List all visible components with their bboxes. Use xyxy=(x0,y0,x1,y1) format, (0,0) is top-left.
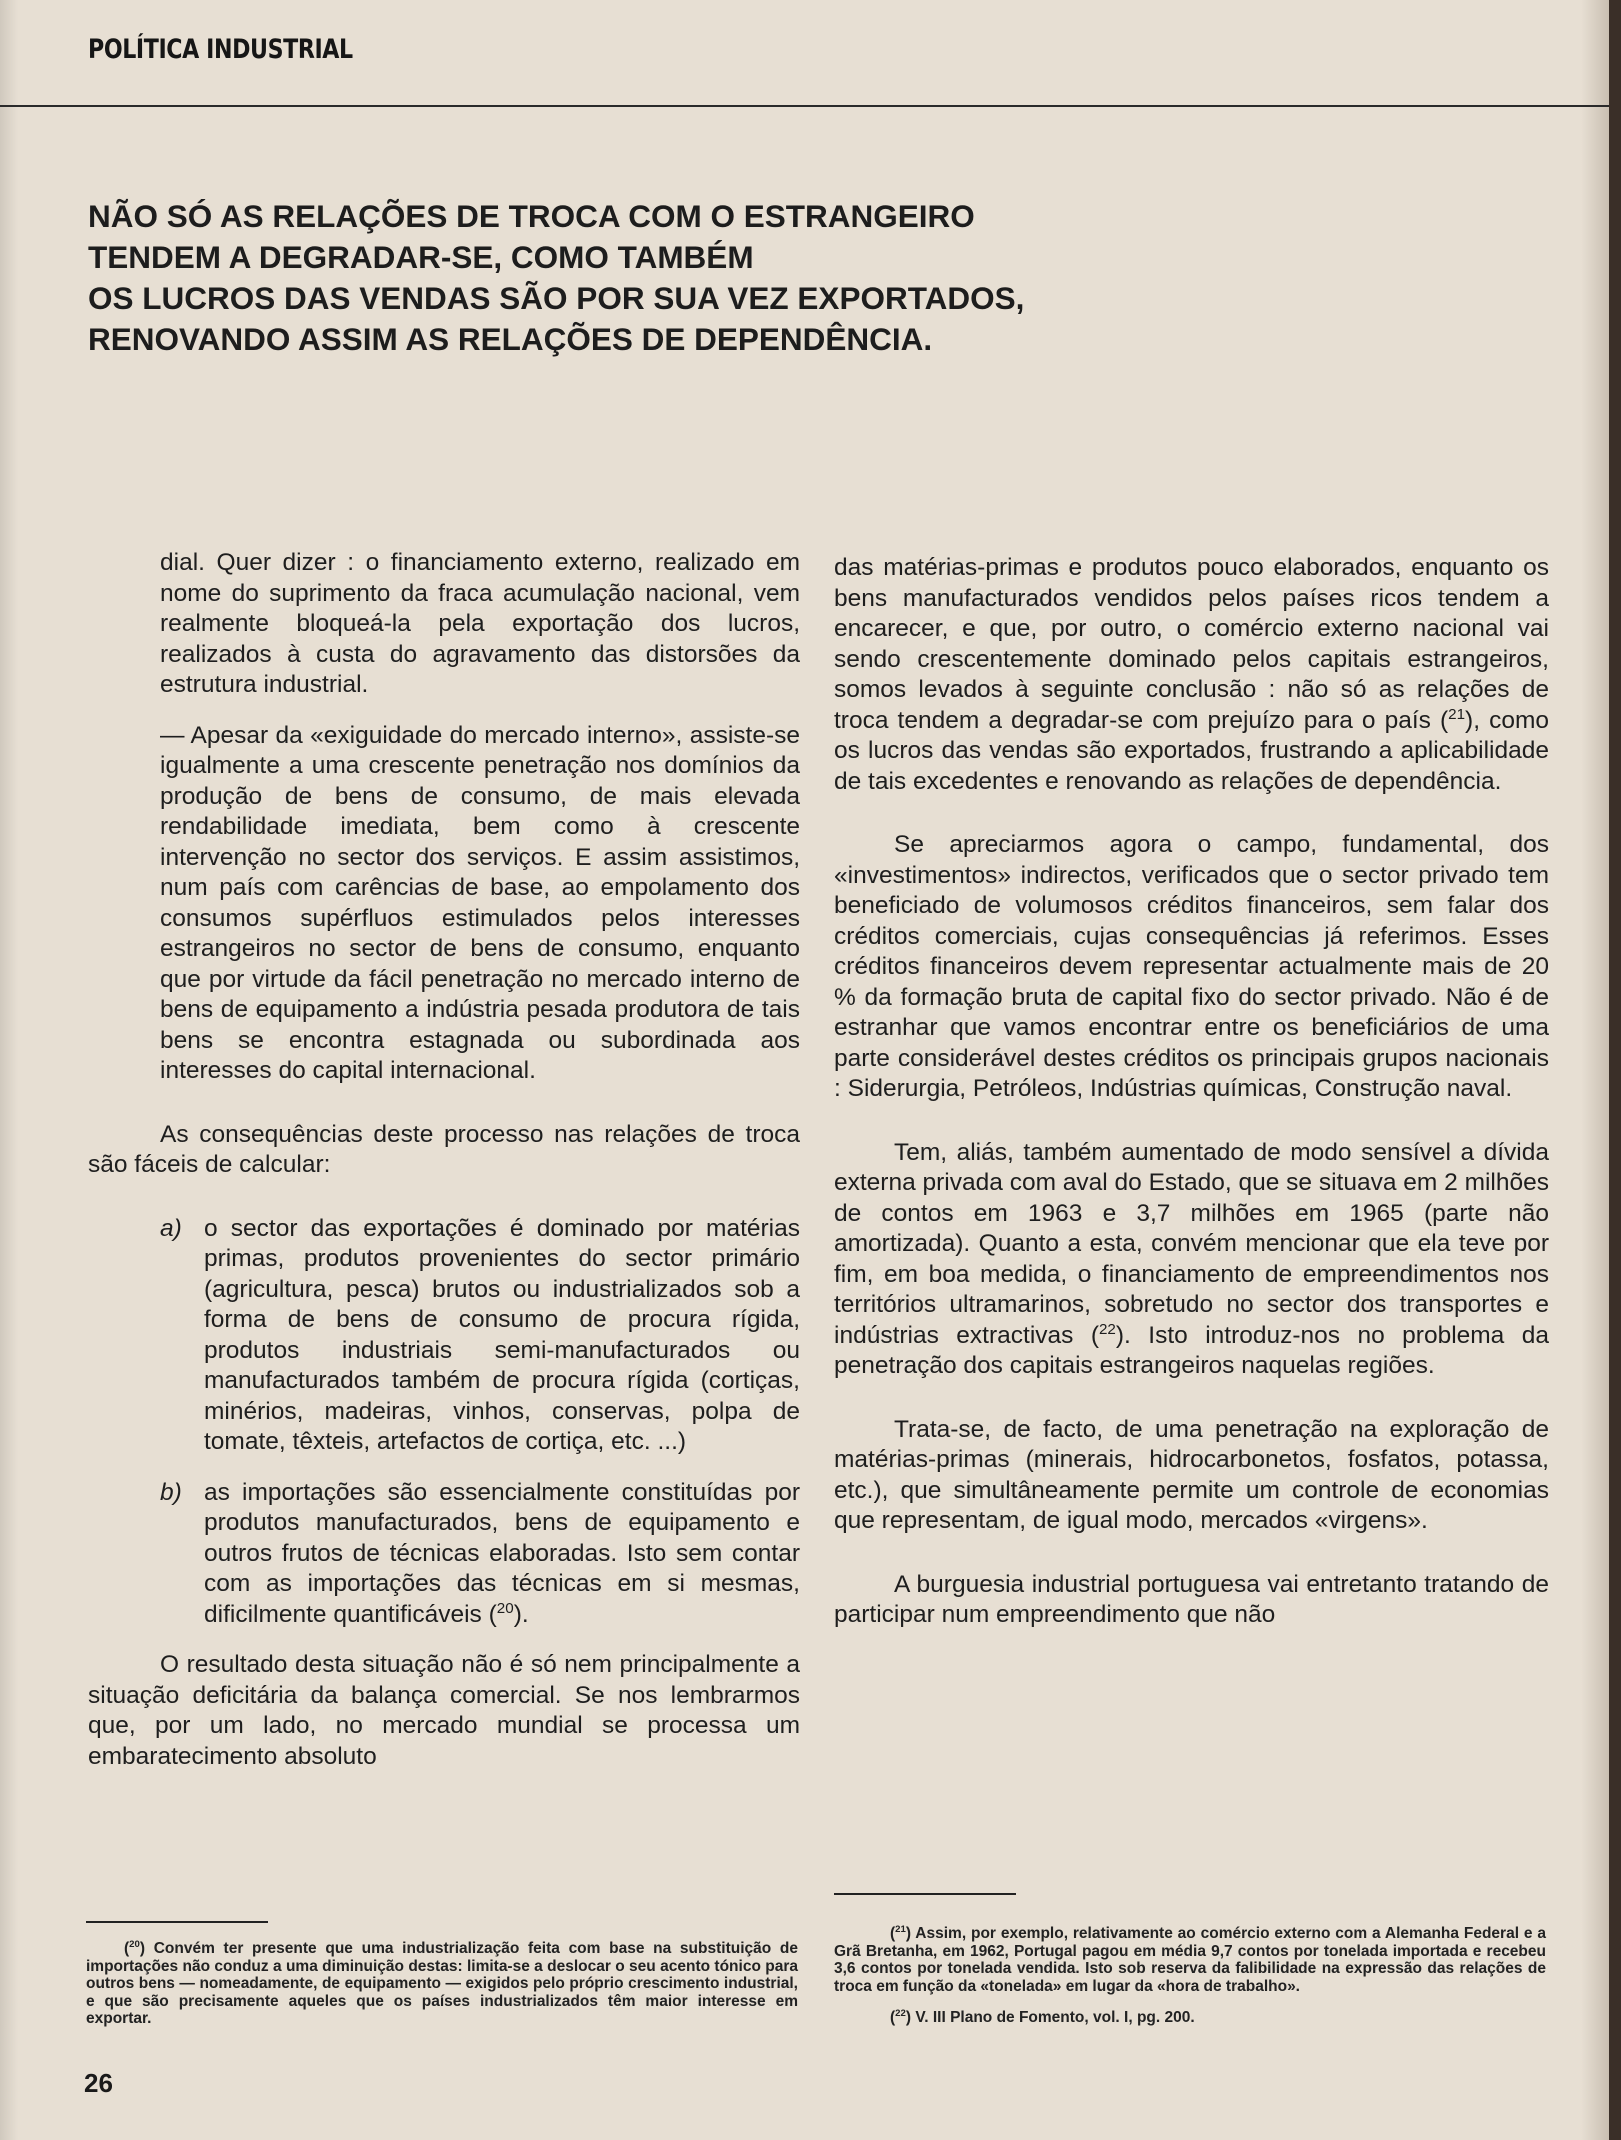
paragraph xyxy=(834,1138,1549,1382)
list-marker: a) xyxy=(160,1214,182,1242)
footnote-20: ($^{20}$) Convém ter presente que uma industrialização feita com base na substituição de importações não conduz a uma diminuição destas: limita-se a deslocar o seu acento tónico para outros bens — nomeadamente, de equipamento — exigidos pelo próprio crescimento industrial, e que são precisamente aqueles que os países industrializados têm maior interesse em exportar. xyxy=(86,1938,798,2027)
footnote-number: 22 xyxy=(895,2007,906,2019)
list-item-text xyxy=(204,1478,800,1631)
headline-line: NÃO SÓ AS RELAÇÕES DE TROCA COM O ESTRANGEIRO xyxy=(88,198,975,234)
footnote-reference: 22 xyxy=(1098,1320,1116,1338)
paragraph: dial. Quer dizer : o financiamento externo, realizado em nome do suprimento da fraca acumulação nacional, vem realmente bloqueá-la pela exportação dos lucros, realizados à custa do agravamento das distorsões da estrutura industrial. xyxy=(160,549,800,698)
paragraph: As consequências deste processo nas relações de troca são fáceis de calcular: xyxy=(88,1120,800,1178)
list-item xyxy=(160,1478,800,1631)
list-marker: b) xyxy=(160,1478,182,1506)
right-column xyxy=(834,553,1549,1631)
paragraph: Se apreciarmos agora o campo, fundamental, dos «investimentos» indirectos, verificados que o sector privado tem beneficiado de volumosos créditos financeiros, sem falar dos créditos comerciais, cujas consequências já referimos. Esses créditos financeiros devem representar actualmente mais de 20 % da formação bruta de capital fixo do sector privado. Não é de estranhar que vamos encontrar entre os beneficiários de uma parte considerável destes créditos os principais grupos nacionais : Siderurgia, Petróleos, Indústrias químicas, Construção naval. xyxy=(834,831,1549,1102)
footnote-rule xyxy=(86,1921,268,1923)
paragraph: O resultado desta situação não é só nem principalmente a situação deficitária da balança comercial. Se nos lembrarmos que, por um lado, no mercado mundial se processa um embaratecimento absoluto xyxy=(88,1651,800,1770)
page-edge-shadow xyxy=(1609,0,1621,2140)
paragraph-text: ). Isto introduz-nos no problema da penetração dos capitais estrangeiros naquelas regiões. xyxy=(834,1321,1549,1379)
paragraph: Trata-se, de facto, de uma penetração na exploração de matérias-primas (minerais, hidrocarbonetos, fosfatos, potassa, etc.), que simultâneamente permite um controle de economias que representam, de igual modo, mercados «virgens». xyxy=(834,1415,1549,1534)
footnote-22: ($^{22}$) V. III Plano de Fomento, vol. I, pg. 200. xyxy=(890,2007,1195,2026)
list-item xyxy=(160,1214,800,1458)
paragraph-text: das matérias-primas e produtos pouco elaborados, enquanto os bens manufacturados vendidos pelos países ricos tendem a encarecer, e que, por outro, o comércio externo nacional vai sendo crescentemente dominado pelos capitais estrangeiros, somos levados à seguinte conclusão : não só as relações de troca tendem a degradar-se com prejuízo para o país ( xyxy=(834,554,1549,734)
list-item-text-end: ). xyxy=(513,1600,529,1628)
footnote-21: ($^{21}$) Assim, por exemplo, relativamente ao comércio externo com a Alemanha Federal e a Grã Bretanha, em 1962, Portugal pagou em média 9,7 contos por tonelada importada e recebeu 3,6 contos por tonelada vendida. Isto sob reserva da falibilidade na expressão das relações de troca em função da «tonelada» em lugar da «hora de trabalho». xyxy=(834,1923,1546,1995)
footnote-number: 21 xyxy=(895,1923,906,1935)
paragraph: A burguesia industrial portuguesa vai entretanto tratando de participar num empreendimento que não xyxy=(834,1570,1549,1628)
header-rule xyxy=(0,105,1609,107)
footnote-text: Convém ter presente que uma industrialização feita com base na substituição de importações não conduz a uma diminuição destas: limita-se a deslocar o seu acento tónico para outros bens — nomeadamente, de equipamento — exigidos pelo próprio crescimento industrial, e que são precisamente aqueles que os países industrializados têm maior interesse em exportar. xyxy=(86,1940,798,2027)
list-item-text-start: as importações são essencialmente constituídas por produtos manufacturados, bens de equipamento e outros frutos de técnicas elaboradas. Isto sem contar com as importações das técnicas em si mesmas, dificilmente quantificáveis ( xyxy=(204,1478,800,1628)
section-label: POLÍTICA INDUSTRIAL xyxy=(88,34,353,65)
footnotes-right xyxy=(834,1925,1546,2027)
footnote-reference: 21 xyxy=(1448,705,1466,723)
headline-line: TENDEM A DEGRADAR-SE, COMO TAMBÉM xyxy=(88,239,754,275)
paragraph xyxy=(834,553,1549,797)
headline-line: RENOVANDO ASSIM AS RELAÇÕES DE DEPENDÊNCIA. xyxy=(88,321,933,357)
footnote-text: V. III Plano de Fomento, vol. I, pg. 200. xyxy=(915,2009,1195,2026)
footnote-text: Assim, por exemplo, relativamente ao comércio externo com a Alemanha Federal e a Grã Bretanha, em 1962, Portugal pagou em média 9,7 contos por tonelada importada e recebeu 3,6 contos por tonelada vendida. Isto sob reserva da falibilidade na expressão das relações de troca em função da «tonelada» em lugar da «hora de trabalho». xyxy=(834,1925,1546,1995)
footnotes-left xyxy=(86,1940,798,2028)
footnote-rule xyxy=(834,1893,1016,1895)
footnote-reference: 20 xyxy=(496,1599,514,1617)
paragraph: — Apesar da «exiguidade do mercado interno», assiste-se igualmente a uma crescente penetração nos domínios da produção de bens de consumo, de mais elevada rendabilidade imediata, bem como à crescente intervenção no sector dos serviços. E assim assistimos, num país com carências de base, ao empolamento dos consumos supérfluos estimulados pelos interesses estrangeiros no sector de bens de consumo, enquanto que por virtude da fácil penetração no mercado interno de bens de equipamento a indústria pesada produtora de tais bens se encontra estagnada ou subordinada aos interesses do capital internacional. xyxy=(160,721,800,1084)
left-column xyxy=(88,548,800,1772)
paragraph-text: Tem, aliás, também aumentado de modo sensível a dívida externa privada com aval do Estado, que se situava em 2 milhões de contos em 1963 e 3,7 milhões em 1965 (parte não amortizada). Quanto a esta, convém mencionar que ela teve por fim, em boa medida, o financiamento de empreendimentos nos territórios ultramarinos, sobretudo no sector dos transportes e indústrias extractivas ( xyxy=(834,1138,1549,1349)
footnote-number: 20 xyxy=(129,1938,140,1950)
paragraph-text: ), como os lucros das vendas são exportados, frustrando a aplicabilidade de tais excedentes e renovando as relações de dependência. xyxy=(834,706,1549,795)
headline-line: OS LUCROS DAS VENDAS SÃO POR SUA VEZ EXPORTADOS, xyxy=(88,280,1025,316)
list-item-text: o sector das exportações é dominado por matérias primas, produtos provenientes do sector primário (agricultura, pesca) brutos ou industrializados sob a forma de bens de consumo de procura rígida, produtos industriais semi-manufacturados ou manufacturados também de procura rígida (cortiças, minérios, madeiras, vinhos, conservas, polpa de tomate, têxteis, artefactos de cortiça, etc. ...) xyxy=(204,1214,800,1455)
page-number: 26 xyxy=(84,2068,113,2098)
headline xyxy=(88,196,1388,360)
